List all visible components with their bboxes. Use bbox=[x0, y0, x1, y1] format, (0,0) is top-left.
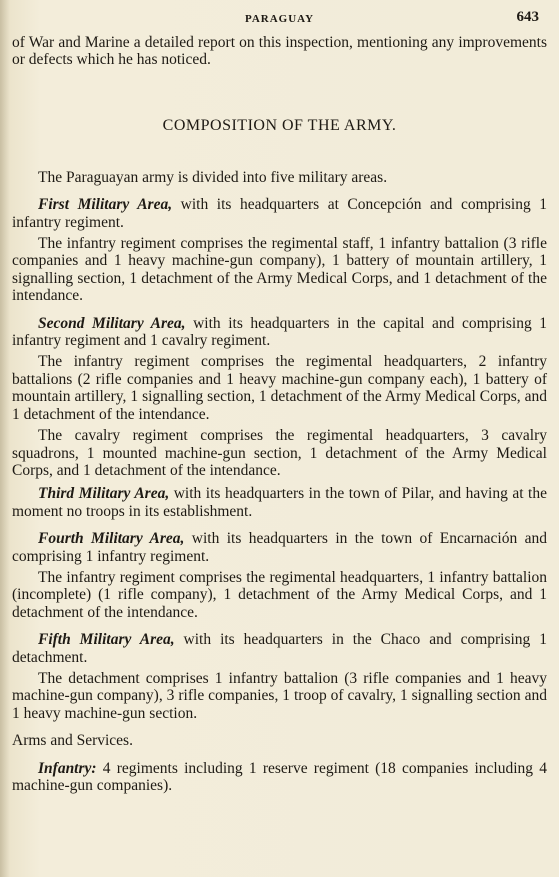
area-1-lead: with its headquarters at Concepción and comprising 1 infantry regiment. bbox=[12, 196, 547, 231]
area-2-detail-2: The cavalry regiment comprises the regimental headquarters, 3 cavalry squadrons, 1 mounted machine-gun section, 1 detachment of the Army Medical Corps, and 1 detachment of the intendance. bbox=[12, 427, 547, 479]
page-number: 643 bbox=[516, 9, 539, 25]
intro-continuation: of War and Marine a detailed report on this inspection, mentioning any improvements or defects which he has noticed. bbox=[12, 34, 547, 69]
area-5-lead: with its headquarters in the Chaco and comprising 1 detachment. bbox=[12, 631, 548, 666]
infantry-label: Infantry: bbox=[38, 759, 97, 777]
area-3-paragraph bbox=[12, 485, 547, 520]
infantry-text: 4 regiments including 1 reserve regiment (18 companies including 4 machine-gun companies). bbox=[12, 759, 547, 794]
area-3-lead: with its headquarters in the town of Pilar, and having at the moment no troops in its establishment. bbox=[12, 485, 547, 520]
area-1-detail-1: The infantry regiment comprises the regimental staff, 1 infantry battalion (3 rifle companies and 1 heavy machine-gun company), 1 battery of mountain artillery, 1 signalling section, 1 detachment of the Army Medical Corps, and 1 detachment of the intendance. bbox=[12, 235, 547, 305]
area-1-paragraph bbox=[12, 196, 547, 231]
area-5-name: Fifth Military Area, bbox=[38, 631, 175, 649]
area-3-name: Third Military Area, bbox=[38, 485, 170, 503]
area-2-detail-1: The infantry regiment comprises the regimental headquarters, 2 infantry battalions (2 rifle companies and 1 heavy machine-gun company each), 1 battery of mountain artillery, 1 signalling section, 1 detachment of the Army Medical Corps, and 1 detachment of the intendance. bbox=[12, 353, 547, 423]
section-title: COMPOSITION OF THE ARMY. bbox=[162, 116, 397, 134]
area-4-paragraph bbox=[12, 530, 547, 565]
area-4-name: Fourth Military Area, bbox=[38, 530, 185, 548]
area-5-paragraph bbox=[12, 631, 547, 666]
area-2-lead: with its headquarters in the capital and comprising 1 infantry regiment and 1 cavalry regiment. bbox=[12, 314, 547, 350]
running-head: PARAGUAY bbox=[244, 13, 315, 25]
area-2-paragraph bbox=[12, 315, 547, 350]
area-1-name: First Military Area, bbox=[38, 196, 173, 214]
area-4-detail-1: The infantry regiment comprises the regimental headquarters, 1 infantry battalion (incomplete) (1 rifle company), 1 detachment of the Army Medical Corps, and 1 detachment of the intendance. bbox=[12, 568, 547, 621]
infantry-paragraph bbox=[12, 760, 547, 795]
area-4-lead: with its headquarters in the town of Encarnación and comprising 1 infantry regiment. bbox=[12, 530, 548, 565]
area-2-name: Second Military Area, bbox=[38, 314, 186, 332]
overview-paragraph: The Paraguayan army is divided into five military areas. bbox=[38, 168, 388, 186]
page-header bbox=[12, 4, 547, 34]
area-5-detail-1: The detachment comprises 1 infantry battalion (3 rifle companies and 1 heavy machine-gun company), 3 rifle companies, 1 troop of cavalry, 1 signalling section and 1 heavy machine-gun section. bbox=[12, 669, 547, 722]
arms-services-heading: Arms and Services. bbox=[12, 732, 133, 750]
